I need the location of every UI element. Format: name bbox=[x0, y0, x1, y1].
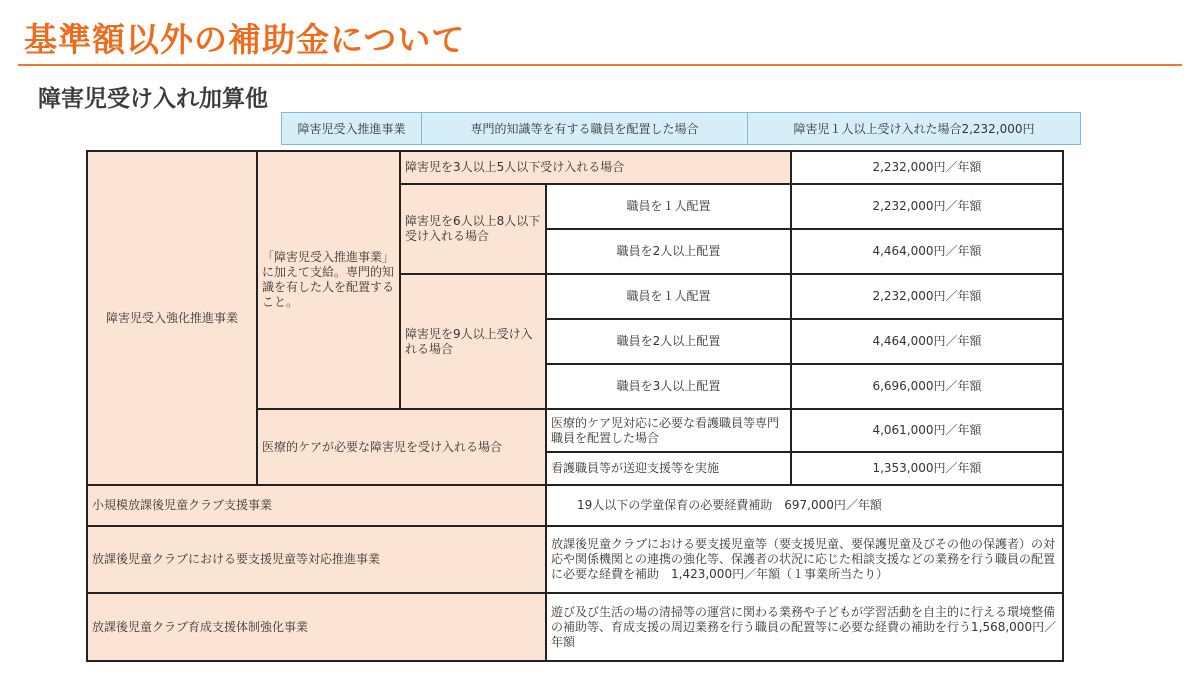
medical-care-amount-2: 1,353,000円／年額 bbox=[791, 452, 1063, 485]
table-row bbox=[87, 526, 1063, 593]
basic-program-row bbox=[282, 113, 1081, 145]
table-row bbox=[87, 485, 1063, 526]
enhanced-condition: 「障害児受入推進事業」に加えて支給。専門的知識を有した人を配置すること。 bbox=[257, 151, 400, 409]
group3-amount-2: 4,464,000円／年額 bbox=[791, 319, 1063, 364]
group3-label: 障害児を9人以上受け入れる場合 bbox=[400, 274, 546, 409]
title-divider bbox=[18, 64, 1182, 66]
group2-amount-2: 4,464,000円／年額 bbox=[791, 229, 1063, 274]
medical-care-desc-1: 医療的ケア児対応に必要な看護職員等専門職員を配置した場合 bbox=[546, 409, 791, 452]
enhanced-program-name: 障害児受入強化推進事業 bbox=[87, 151, 257, 485]
small-club-desc: 19人以下の学童保育の必要経費補助 697,000円／年額 bbox=[546, 485, 1063, 526]
table-row bbox=[87, 593, 1063, 661]
group3-amount-3: 6,696,000円／年額 bbox=[791, 364, 1063, 409]
group2-staff-1: 職員を１人配置 bbox=[546, 184, 791, 229]
small-club-name: 小規模放課後児童クラブ支援事業 bbox=[87, 485, 546, 526]
development-name: 放課後児童クラブ育成支援体制強化事業 bbox=[87, 593, 546, 661]
group1-label: 障害児を3人以上5人以下受け入れる場合 bbox=[400, 151, 791, 184]
subsidy-table bbox=[86, 150, 1064, 662]
development-desc: 遊び及び生活の場の清掃等の運営に関わる業務や子どもが学習活動を自主的に行える環境整備の補助等、育成支援の周辺業務を行う職員の配置等に必要な経費の補助を行う1,568,000円／年額 bbox=[546, 593, 1063, 661]
basic-program-name: 障害児受入推進事業 bbox=[282, 113, 422, 145]
basic-program-table bbox=[281, 112, 1081, 145]
basic-program-condition: 専門的知識等を有する職員を配置した場合 bbox=[422, 113, 748, 145]
medical-care-amount-1: 4,061,000円／年額 bbox=[791, 409, 1063, 452]
group3-staff-2: 職員を2人以上配置 bbox=[546, 319, 791, 364]
group2-amount-1: 2,232,000円／年額 bbox=[791, 184, 1063, 229]
group1-amount: 2,232,000円／年額 bbox=[791, 151, 1063, 184]
group3-amount-1: 2,232,000円／年額 bbox=[791, 274, 1063, 319]
support-needed-name: 放課後児童クラブにおける要支援児童等対応推進事業 bbox=[87, 526, 546, 593]
support-needed-desc: 放課後児童クラブにおける要支援児童等（要支援児童、要保護児童及びその他の保護者）の対応や関係機関との連携の強化等、保護者の状況に応じた相談支援などの業務を行う職員の配置に必要な経費を補助 1,423,000円／年額（１事業所当たり） bbox=[546, 526, 1063, 593]
medical-care-label: 医療的ケアが必要な障害児を受け入れる場合 bbox=[257, 409, 546, 485]
group2-staff-2: 職員を2人以上配置 bbox=[546, 229, 791, 274]
page-title: 基準額以外の補助金について bbox=[24, 20, 466, 59]
medical-care-desc-2: 看護職員等が送迎支援等を実施 bbox=[546, 452, 791, 485]
group3-staff-3: 職員を3人以上配置 bbox=[546, 364, 791, 409]
group3-staff-1: 職員を１人配置 bbox=[546, 274, 791, 319]
section-subtitle: 障害児受け入れ加算他 bbox=[38, 86, 268, 112]
group2-label: 障害児を6人以上8人以下受け入れる場合 bbox=[400, 184, 546, 274]
basic-program-amount: 障害児１人以上受け入れた場合2,232,000円 bbox=[748, 113, 1081, 145]
table-row bbox=[87, 151, 1063, 184]
